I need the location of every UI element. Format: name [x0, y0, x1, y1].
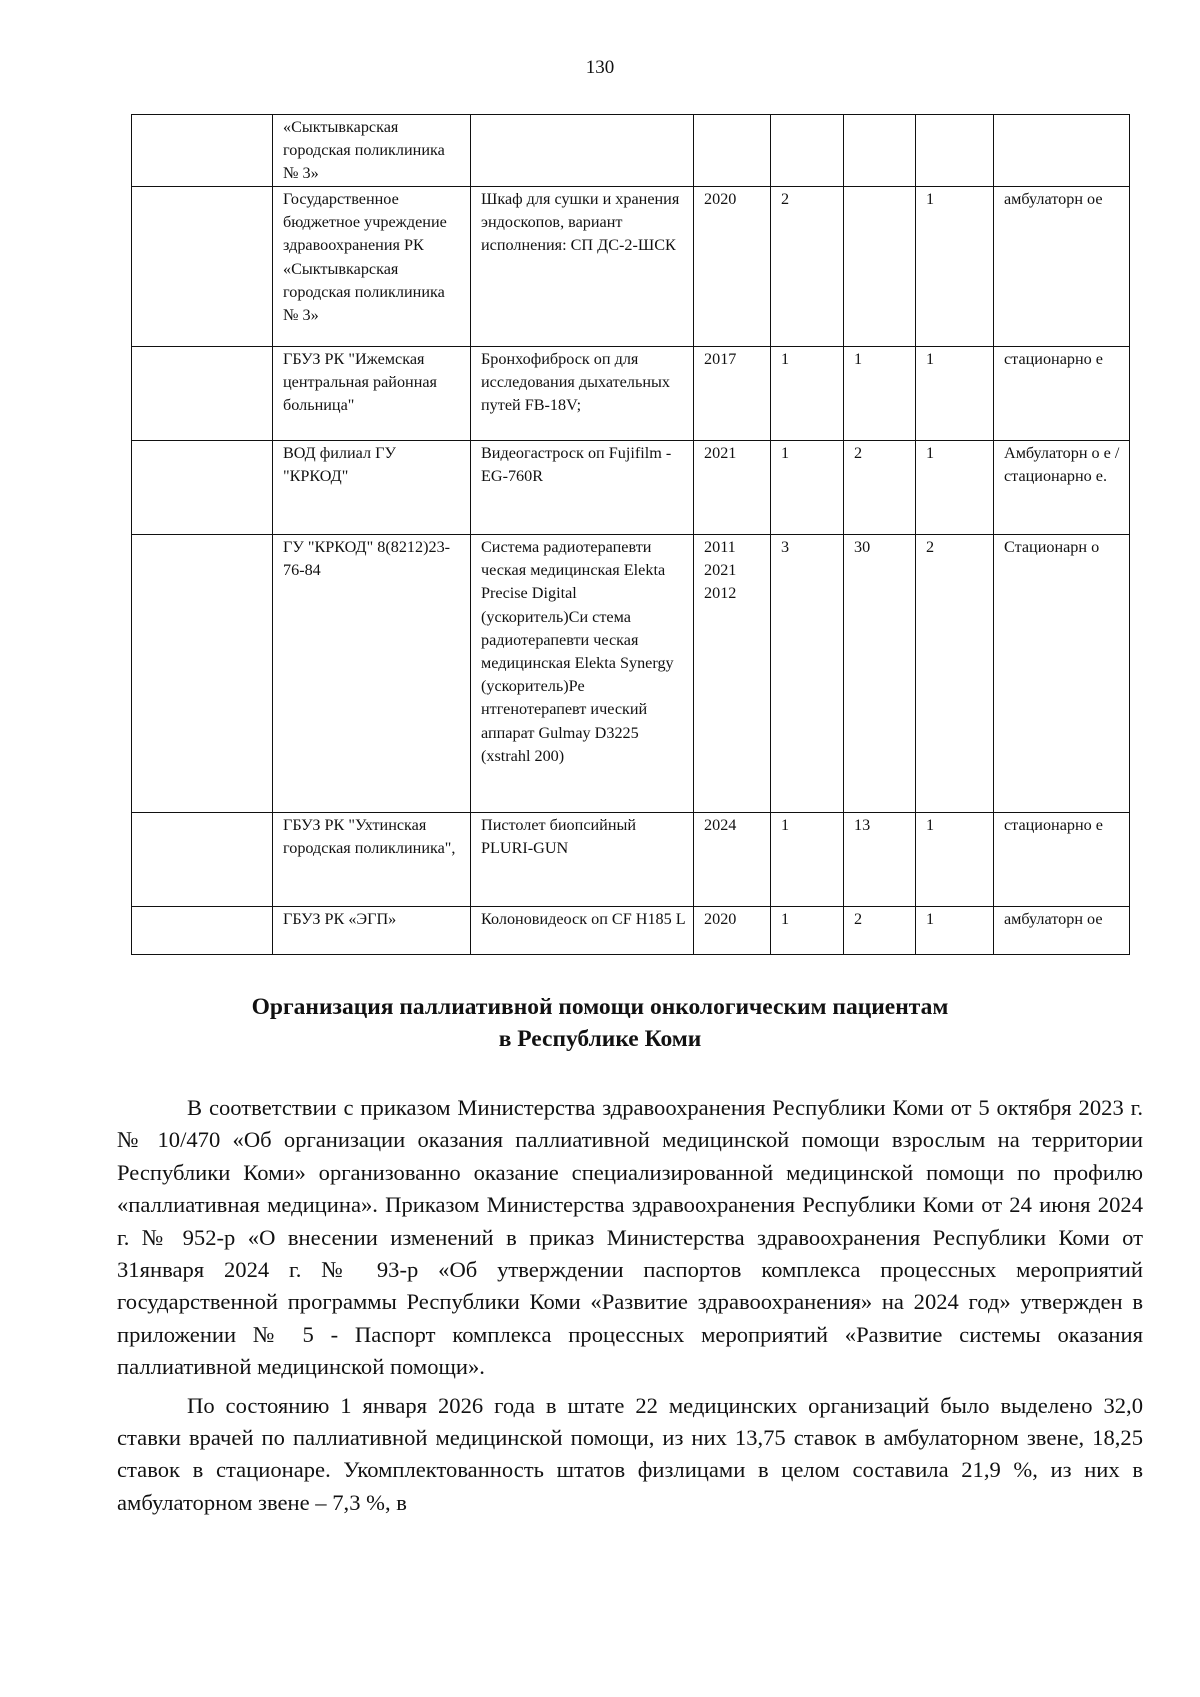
table-cell: 2: [771, 187, 844, 347]
table-cell: ГУ "КРКОД" 8(8212)23-76-84: [273, 535, 471, 813]
table-cell: 2: [916, 535, 994, 813]
table-row: [132, 347, 1130, 441]
table-cell: 13: [844, 813, 916, 907]
table-cell: 2020: [694, 187, 771, 347]
table-cell: [844, 115, 916, 187]
table-cell: [916, 115, 994, 187]
table-cell: стационарно е: [994, 347, 1130, 441]
table-cell: 1: [771, 907, 844, 955]
table-row: [132, 813, 1130, 907]
table-cell: амбулаторн ое: [994, 187, 1130, 347]
table-cell: Государственное бюджетное учреждение здравоохранения РК «Сыктывкарская городская поликлиника № 3»: [273, 187, 471, 347]
table-cell: [132, 347, 273, 441]
table-cell: [132, 535, 273, 813]
table-cell: [471, 115, 694, 187]
table-cell: 1: [771, 347, 844, 441]
table-cell: 1: [916, 907, 994, 955]
table-cell: ВОД филиал ГУ "КРКОД": [273, 441, 471, 535]
table-cell: [844, 187, 916, 347]
table-cell: [771, 115, 844, 187]
table-row: [132, 187, 1130, 347]
table-cell: 2021: [694, 441, 771, 535]
page-number: 130: [585, 57, 615, 78]
table-cell: Видеогастроск оп Fujifilm - EG-760R: [471, 441, 694, 535]
table-row: [132, 535, 1130, 813]
paragraph: По состоянию 1 января 2026 года в штате 22 медицинских организаций было выделено 32,0 ставки врачей по паллиативной медицинской помощи, из них 13,75 ставок в амбулаторном звене, 18,25 ставок в стационаре. Укомплектованность штатов физлицами в целом составила 21,9 %, из них в амбулаторном звене – 7,3 %, в: [117, 1392, 1143, 1515]
paragraph: В соответствии с приказом Министерства здравоохранения Республики Коми от 5 октября 2023 г. № 10/470 «Об организации оказания паллиативной медицинской помощи взрослым на территории Республики Коми» организованно оказание специализированной медицинской помощи по профилю «паллиативная медицина». Приказом Министерства здравоохранения Республики Коми от 24 июня 2024 г. № 952-р «О внесении изменений в приказ Министерства здравоохранения Республики Коми от 31января 2024 г. № 93-р «Об утверждении паспортов комплекса процессных мероприятий государственной программы Республики Коми «Развитие здравоохранения» на 2024 год» утвержден в приложении № 5 - Паспорт комплекса процессных мероприятий «Развитие системы оказания паллиативной медицинской помощи».: [117, 1095, 1143, 1380]
table-cell: ГБУЗ РК "Ижемская центральная районная больница": [273, 347, 471, 441]
table-cell: Стационарн о: [994, 535, 1130, 813]
table-cell: стационарно е: [994, 813, 1130, 907]
table-cell: Шкаф для сушки и хранения эндоскопов, вариант исполнения: СП ДС-2-ШСК: [471, 187, 694, 347]
table-cell: 2020: [694, 907, 771, 955]
section-heading-line-2: в Республике Коми: [498, 1026, 702, 1052]
table-cell: 1: [771, 441, 844, 535]
table-cell: 1: [771, 813, 844, 907]
table-cell: ГБУЗ РК "Ухтинская городская поликлиника",: [273, 813, 471, 907]
table-cell: Система радиотерапевти ческая медицинская Elekta Precise Digital (ускоритель)Си стема радиотерапевти ческая медицинская Elekta Synergy (ускоритель)Ре нтгенотерапевт ический аппарат Gulmay D3225 (xstrahl 200): [471, 535, 694, 813]
table-cell: 1: [916, 347, 994, 441]
table-cell: 1: [916, 441, 994, 535]
section-heading: [0, 991, 1200, 1055]
table-cell: Амбулаторн о е / стационарно е.: [994, 441, 1130, 535]
body-text: [117, 1092, 1143, 1525]
table-cell: амбулаторн ое: [994, 907, 1130, 955]
table-row: [132, 441, 1130, 535]
table-cell: Пистолет биопсийный PLURI-GUN: [471, 813, 694, 907]
table-cell: [132, 115, 273, 187]
table-cell: 30: [844, 535, 916, 813]
table-row: [132, 115, 1130, 187]
table-cell: 2017: [694, 347, 771, 441]
table-cell: 2024: [694, 813, 771, 907]
table-cell: 3: [771, 535, 844, 813]
table-cell: [132, 441, 273, 535]
table-cell: 2: [844, 441, 916, 535]
table-cell: [694, 115, 771, 187]
table-cell: [994, 115, 1130, 187]
table-cell: Колоновидеоск оп CF H185 L: [471, 907, 694, 955]
table-cell: 1: [916, 813, 994, 907]
table-cell: [132, 813, 273, 907]
section-heading-line-1: Организация паллиативной помощи онкологическим пациентам: [251, 994, 949, 1020]
table-cell: [132, 187, 273, 347]
table-cell: 2: [844, 907, 916, 955]
table-cell: «Сыктывкарская городская поликлиника № 3»: [273, 115, 471, 187]
table-cell: 1: [916, 187, 994, 347]
table-cell: [132, 907, 273, 955]
table-row: [132, 907, 1130, 955]
equipment-table: [131, 114, 1130, 955]
table-cell: ГБУЗ РК «ЭГП»: [273, 907, 471, 955]
table-cell: Бронхофиброск оп для исследования дыхательных путей FB-18V;: [471, 347, 694, 441]
table-cell: 2011 2021 2012: [694, 535, 771, 813]
table-cell: 1: [844, 347, 916, 441]
